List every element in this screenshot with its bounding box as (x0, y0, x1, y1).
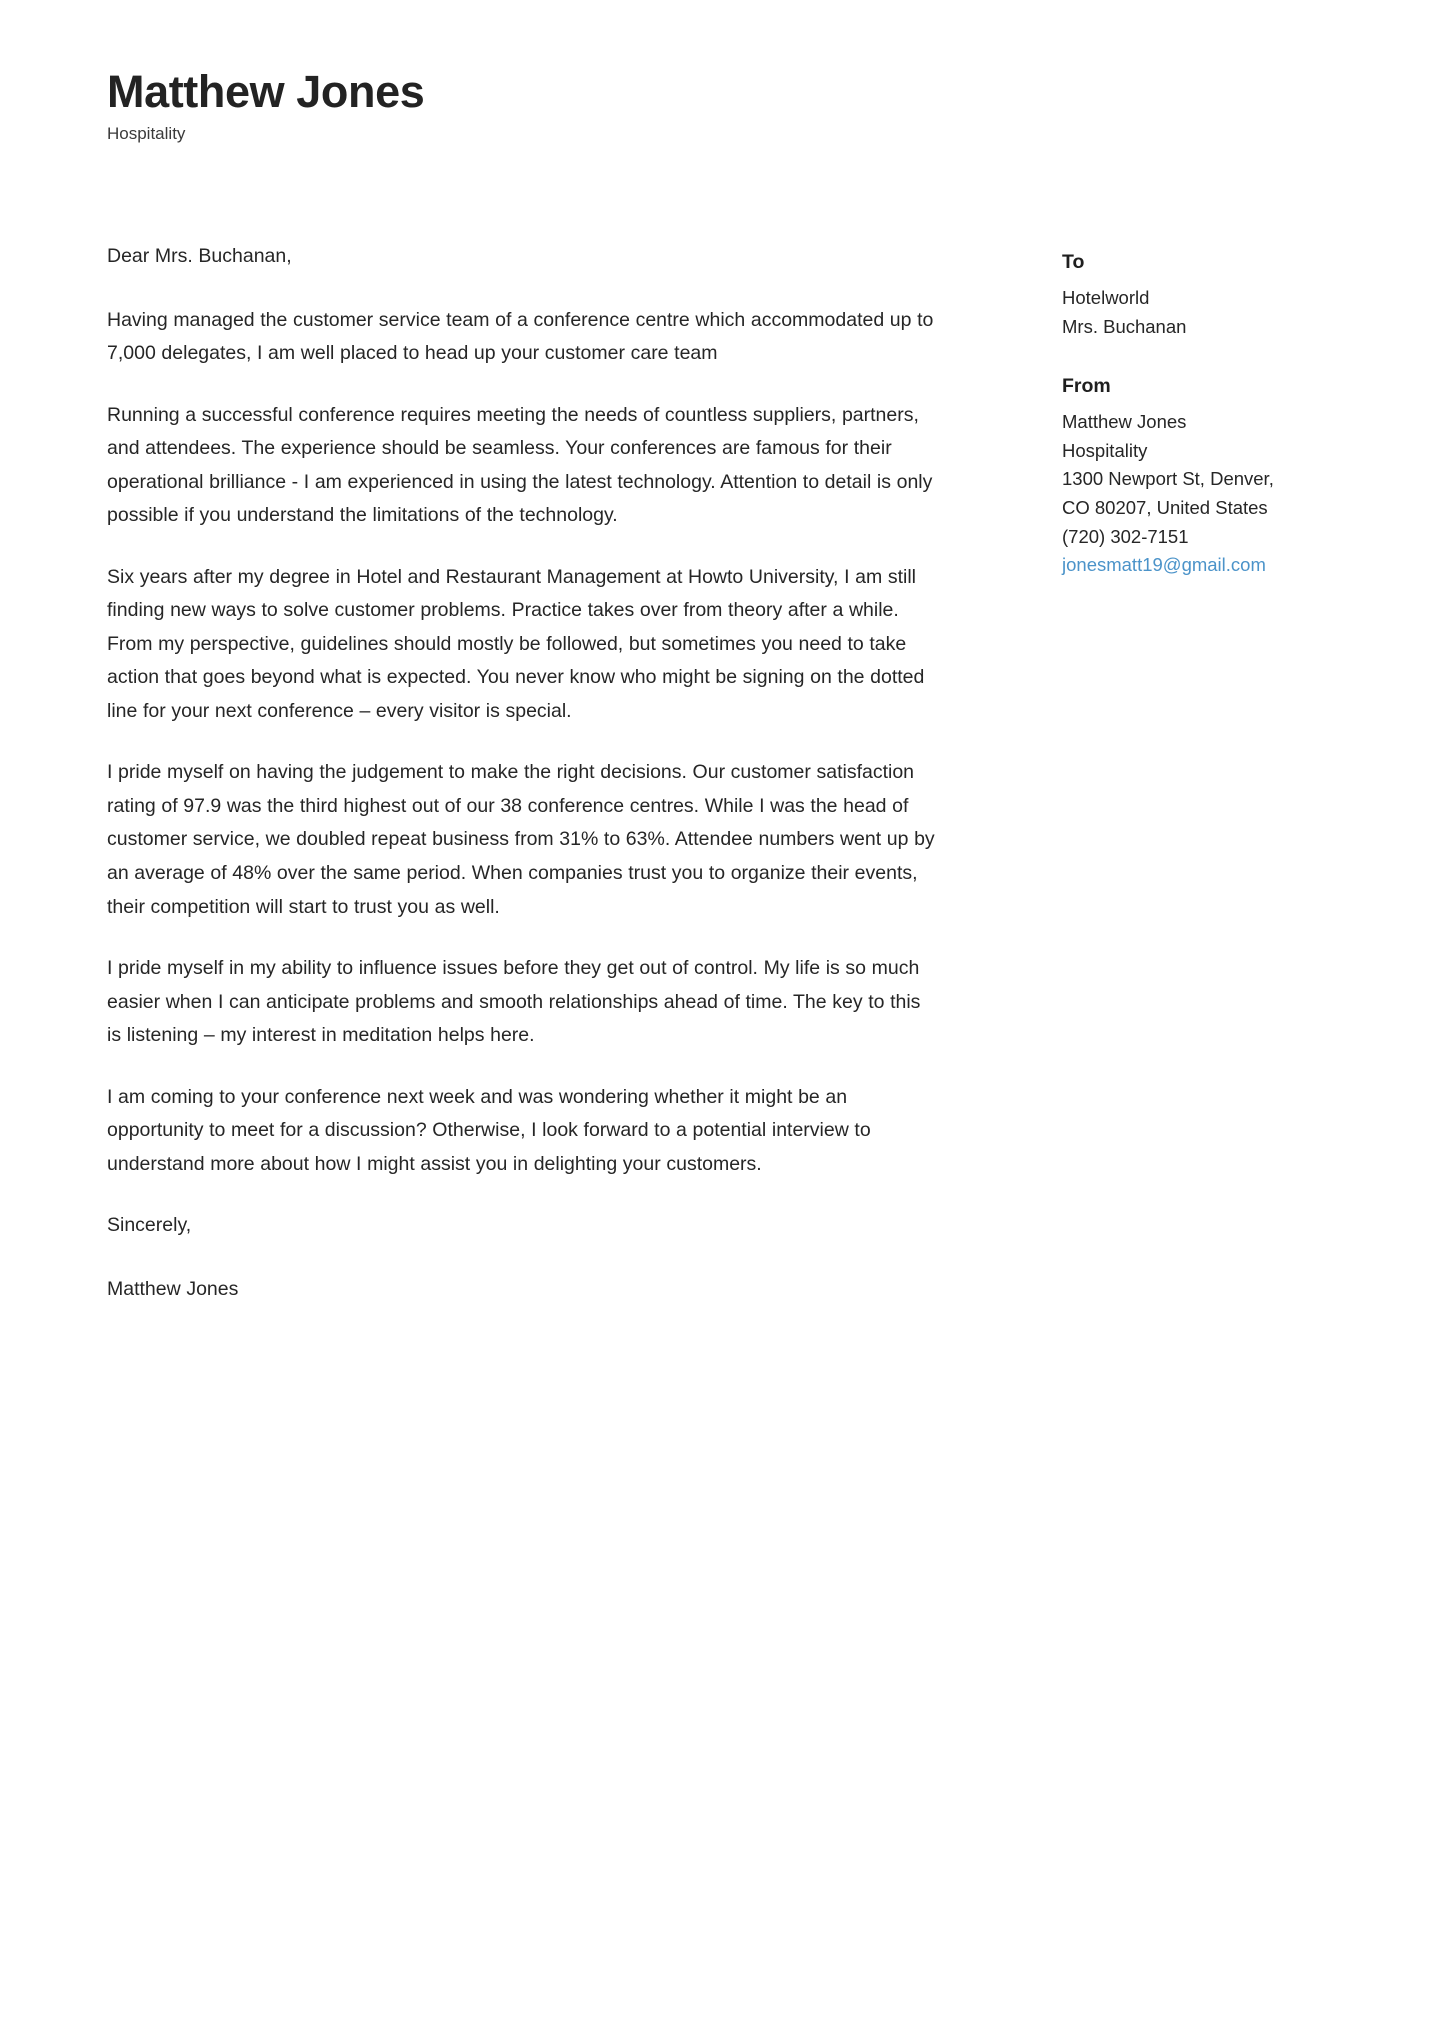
letter-header (107, 68, 1007, 144)
sender-phone: (720) 302-7151 (1062, 525, 1189, 547)
sidebar-block-to (1062, 248, 1362, 342)
applicant-name: Matthew Jones (107, 66, 425, 117)
letter-paragraph: I am coming to your conference next week and was wondering whether it might be an opportunity to meet for a discussion? Otherwise, I look forward to a potential interview to understand more about how I might assist you in delighting your customers. (107, 1085, 871, 1175)
letter-salutation: Dear Mrs. Buchanan, (107, 245, 292, 267)
sidebar-heading-to: To (1062, 251, 1085, 273)
letter-paragraph: Running a successful conference requires meeting the needs of countless suppliers, partners, and attendees. The experience should be seamless. Your conferences are famous for their operational brilliance - I am experienced in using the latest technology. Attention to detail is only possible if you understand the limitations of the technology. (107, 403, 933, 527)
sidebar-block-from (1062, 372, 1362, 580)
sender-role: Hospitality (1062, 439, 1148, 461)
letter-body (107, 240, 939, 1306)
letter-closing: Sincerely, (107, 1214, 192, 1237)
letter-paragraph: I pride myself in my ability to influence issues before they get out of control. My life is so much easier when I can anticipate problems and smooth relationships ahead of time. The key to this is listening – my interest in meditation helps here. (107, 957, 921, 1047)
sender-address-line-2: CO 80207, United States (1062, 496, 1268, 518)
sender-name: Matthew Jones (1062, 410, 1187, 432)
sidebar-heading-from: From (1062, 374, 1111, 397)
recipient-company: Hotelworld (1062, 287, 1150, 309)
letter-sidebar (1062, 248, 1362, 580)
letter-signature: Matthew Jones (107, 1277, 239, 1300)
letter-paragraph: I pride myself on having the judgement to make the right decisions. Our customer satisfaction rating of 97.9 was the third highest out of our 38 conference centres. While I was the head of customer service, we doubled repeat business from 31% to 63%. Attendee numbers went up by an average of 48% over the same period. When companies trust you to organize their events, their competition will start to trust you as well. (107, 761, 935, 918)
recipient-name: Mrs. Buchanan (1062, 315, 1187, 337)
applicant-role: Hospitality (107, 123, 186, 143)
letter-paragraph: Six years after my degree in Hotel and Restaurant Management at Howto University, I am still finding new ways to solve customer problems. Practice takes over from theory after a while. From my perspective, guidelines should mostly be followed, but sometimes you need to take action that goes beyond what is expected. You never know who might be signing on the dotted line for your next conference – every visitor is special. (107, 565, 925, 722)
sender-address-line-1: 1300 Newport St, Denver, (1062, 468, 1274, 490)
letter-paragraph: Having managed the customer service team of a conference centre which accommodated up to 7,000 delegates, I am well placed to head up your customer care team (107, 308, 934, 365)
sender-email-link[interactable]: jonesmatt19@gmail.com (1062, 554, 1266, 576)
